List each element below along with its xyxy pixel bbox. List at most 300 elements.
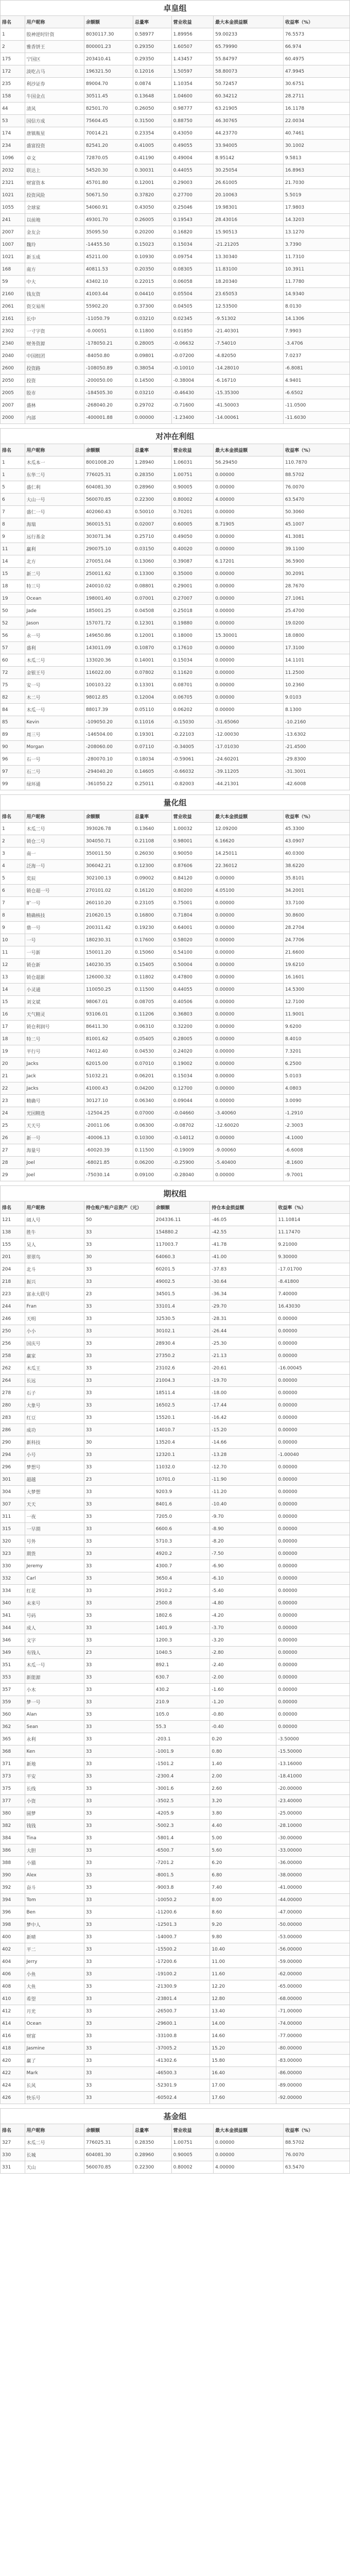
table-cell: 股神逆时针资 bbox=[25, 28, 84, 41]
table-cell: 快乐号 bbox=[25, 2092, 84, 2104]
table-cell: 50.72457 bbox=[214, 78, 284, 90]
table-cell: 0.00000 bbox=[276, 1634, 350, 1647]
table-cell: 魏玲 bbox=[25, 239, 84, 251]
table-cell: 33 bbox=[84, 1461, 154, 1473]
table-cell: 33 bbox=[84, 2042, 154, 2055]
table-cell: 0.19230 bbox=[133, 922, 171, 934]
table-cell: -39.11205 bbox=[214, 766, 284, 778]
table-row bbox=[1, 909, 350, 922]
column-header: 排名 bbox=[1, 16, 25, 28]
table-row bbox=[1, 2018, 350, 2030]
table-cell: 0.15034 bbox=[171, 1070, 213, 1082]
table-row bbox=[1, 1511, 350, 1523]
table-cell: 33 bbox=[84, 1585, 154, 1597]
table-cell: 6600.6 bbox=[154, 1523, 210, 1535]
table-cell: 33 bbox=[84, 1770, 154, 1783]
table-row bbox=[1, 1021, 350, 1033]
table-cell: 永一号 bbox=[25, 630, 84, 642]
table-cell: 天明 bbox=[25, 1313, 84, 1325]
table-cell: 19 bbox=[1, 592, 25, 605]
table-cell: 5.0103 bbox=[283, 1070, 349, 1082]
table-cell: 3.80 bbox=[210, 1807, 276, 1820]
table-cell: 木二号 bbox=[25, 691, 84, 704]
table-cell: 0.15034 bbox=[171, 654, 213, 667]
table-cell: 号码 bbox=[25, 1609, 84, 1622]
table-cell: -31.65060 bbox=[214, 716, 284, 728]
table-cell: -1.20 bbox=[210, 1696, 276, 1708]
table-row bbox=[1, 164, 350, 177]
table-row bbox=[1, 1795, 350, 1807]
table-cell: 341 bbox=[1, 1609, 25, 1622]
table-cell: 174 bbox=[1, 127, 25, 140]
table-header-row bbox=[1, 1201, 350, 1214]
table-cell: -83.00000 bbox=[276, 2055, 350, 2067]
table-row bbox=[1, 1906, 350, 1919]
table-cell: 1007 bbox=[1, 239, 25, 251]
table-cell: -0.59061 bbox=[171, 753, 213, 766]
table-row bbox=[1, 1498, 350, 1511]
table-row bbox=[1, 1807, 350, 1820]
table-cell: 盛仁一号 bbox=[25, 506, 84, 518]
table-cell: 365 bbox=[1, 1733, 25, 1745]
table-cell: 28 bbox=[1, 1157, 25, 1169]
table-cell: 76.0070 bbox=[283, 2149, 349, 2161]
table-cell: 33 bbox=[84, 1684, 154, 1696]
table-cell: 0.11620 bbox=[171, 667, 213, 679]
table-cell: 0.27700 bbox=[171, 189, 213, 201]
table-row bbox=[1, 2092, 350, 2104]
table-cell: 18.20340 bbox=[214, 276, 284, 288]
table-cell: Fran bbox=[25, 1300, 84, 1313]
table-cell: 赢利 bbox=[25, 543, 84, 555]
table-cell: 0.00000 bbox=[214, 996, 284, 1008]
table-cell: -4.82050 bbox=[214, 350, 284, 362]
table-cell: -1.2910 bbox=[283, 1107, 349, 1120]
table-cell: 2321 bbox=[1, 177, 25, 189]
table-cell: -10.40 bbox=[210, 1498, 276, 1511]
table-cell: 33 bbox=[84, 2079, 154, 2092]
table-cell: 198001.40 bbox=[84, 592, 133, 605]
table-cell: 15520.1 bbox=[154, 1412, 210, 1424]
table-cell: -60502.4 bbox=[154, 2092, 210, 2104]
table-cell: 93106.01 bbox=[84, 1008, 133, 1021]
table-cell: -16.00045 bbox=[276, 1362, 350, 1375]
table-cell: 0.23354 bbox=[133, 127, 171, 140]
table-cell: 2160 bbox=[1, 288, 25, 300]
table-cell: 钱友资 bbox=[25, 288, 84, 300]
table-cell: 12.7100 bbox=[283, 996, 349, 1008]
table-cell: 155 bbox=[1, 1239, 25, 1251]
table-cell: 0.00000 bbox=[276, 1659, 350, 1671]
table-cell: -38.00000 bbox=[276, 1869, 350, 1882]
column-header: 营业收益 bbox=[171, 16, 213, 28]
table-cell: 8.00 bbox=[210, 1894, 276, 1906]
table-cell: 98012.85 bbox=[84, 691, 133, 704]
table-cell: 75604.45 bbox=[84, 115, 133, 127]
table-cell: 资交易所 bbox=[25, 300, 84, 313]
table-cell: -33100.8 bbox=[154, 2030, 210, 2042]
table-cell: 2161 bbox=[1, 313, 25, 325]
table-cell: 金友会 bbox=[25, 226, 84, 239]
table-row bbox=[1, 90, 350, 103]
table-cell: 11 bbox=[1, 543, 25, 555]
table-cell: -6.6502 bbox=[283, 387, 349, 399]
table-cell: -294040.20 bbox=[84, 766, 133, 778]
table-cell: 盛利 bbox=[25, 642, 84, 654]
table-cell: -108050.89 bbox=[84, 362, 133, 375]
table-cell: 14010.7 bbox=[154, 1424, 210, 1436]
table-cell: 0.41005 bbox=[133, 140, 171, 152]
table-cell: 30.6751 bbox=[283, 78, 349, 90]
table-row bbox=[1, 835, 350, 848]
table-cell: 0.17610 bbox=[171, 642, 213, 654]
table-cell: -80.00000 bbox=[276, 2042, 350, 2055]
table-row bbox=[1, 1572, 350, 1585]
table-cell: 投资风险 bbox=[25, 189, 84, 201]
table-cell: -28.10000 bbox=[276, 1820, 350, 1832]
table-cell: 210.9 bbox=[154, 1696, 210, 1708]
table-cell: 70014.21 bbox=[84, 127, 133, 140]
table-cell: 0.04410 bbox=[133, 288, 171, 300]
table-cell: 1.60507 bbox=[171, 41, 213, 53]
table-cell: 33 bbox=[84, 1943, 154, 1956]
table-cell: 小鱼 bbox=[25, 1968, 84, 1980]
table-cell: 18511.4 bbox=[154, 1387, 210, 1399]
table-cell: 0.00000 bbox=[214, 1169, 284, 1181]
table-cell: 560070.85 bbox=[84, 494, 133, 506]
table-cell: -30.64 bbox=[210, 1276, 276, 1288]
table-cell: 0.00000 bbox=[276, 1375, 350, 1387]
table-row bbox=[1, 848, 350, 860]
table-row bbox=[1, 2030, 350, 2042]
table-row bbox=[1, 1449, 350, 1461]
table-cell: 0.35000 bbox=[171, 568, 213, 580]
table-cell: 联达上 bbox=[25, 164, 84, 177]
table-cell: -31.3001 bbox=[283, 766, 349, 778]
table-cell: 0.39087 bbox=[171, 555, 213, 568]
table-row bbox=[1, 605, 350, 617]
table-cell: 50671.50 bbox=[84, 189, 133, 201]
table-cell: -2.40 bbox=[210, 1659, 276, 1671]
table-cell: 全球家 bbox=[25, 201, 84, 214]
table-cell: 58.80073 bbox=[214, 65, 284, 78]
table-row bbox=[1, 28, 350, 41]
table-header-row bbox=[1, 444, 350, 456]
table-cell: 33 bbox=[84, 1609, 154, 1622]
table-cell: 28.43016 bbox=[214, 214, 284, 226]
table-cell: 长线 bbox=[25, 1783, 84, 1795]
table-row bbox=[1, 1770, 350, 1783]
table-cell: -15.20 bbox=[210, 1424, 276, 1436]
table-cell: 10701.0 bbox=[154, 1473, 210, 1486]
table-row bbox=[1, 1634, 350, 1647]
table-cell: 1401.9 bbox=[154, 1622, 210, 1634]
table-cell: 32530.5 bbox=[154, 1313, 210, 1325]
table-cell: -11.20 bbox=[210, 1486, 276, 1498]
table-cell: -4.1000 bbox=[283, 1132, 349, 1144]
table-cell: 阔人号 bbox=[25, 1214, 84, 1226]
table-cell: 0.75001 bbox=[171, 897, 213, 909]
table-row bbox=[1, 288, 350, 300]
table-cell: 卓文 bbox=[25, 152, 84, 164]
column-header: 用户昵称 bbox=[25, 810, 84, 823]
section-title: 期权组 bbox=[0, 1185, 350, 1201]
table-cell: 泛海一号 bbox=[25, 860, 84, 872]
table-cell: 201 bbox=[1, 1251, 25, 1263]
table-cell: 8.0130 bbox=[283, 300, 349, 313]
table-cell: 富永大联号 bbox=[25, 1288, 84, 1300]
ranking-table bbox=[0, 810, 350, 1181]
table-cell: -0.66032 bbox=[171, 766, 213, 778]
table-cell: 51032.21 bbox=[84, 1070, 133, 1082]
table-cell: -21300.9 bbox=[154, 1980, 210, 1993]
table-cell: 258 bbox=[1, 1350, 25, 1362]
table-cell: 0.58977 bbox=[133, 28, 171, 41]
table-cell: 淡吃占马 bbox=[25, 65, 84, 78]
table-cell: 377 bbox=[1, 1795, 25, 1807]
table-cell: -8.20 bbox=[210, 1535, 276, 1548]
column-header: 最大本金损益额 bbox=[214, 2124, 284, 2137]
table-cell: 33 bbox=[84, 1486, 154, 1498]
table-cell: 13.40 bbox=[210, 2005, 276, 2018]
table-cell: 7.9903 bbox=[283, 325, 349, 337]
table-cell: 0.11206 bbox=[133, 1008, 171, 1021]
column-header: 收益率（%） bbox=[283, 810, 349, 823]
table-cell: 15 bbox=[1, 568, 25, 580]
table-cell: 33 bbox=[84, 1968, 154, 1980]
table-cell: -9.51302 bbox=[214, 313, 284, 325]
table-cell: 33 bbox=[84, 1362, 154, 1375]
table-cell: 110050.25 bbox=[84, 984, 133, 996]
table-cell: -26.44 bbox=[210, 1325, 276, 1337]
table-cell: 0.14500 bbox=[133, 375, 171, 387]
table-cell: 18 bbox=[1, 1033, 25, 1045]
table-cell: 332 bbox=[1, 1572, 25, 1585]
table-cell: 323 bbox=[1, 1548, 25, 1560]
table-row bbox=[1, 226, 350, 239]
table-cell: 清风 bbox=[25, 103, 84, 115]
table-cell: 0.01850 bbox=[171, 325, 213, 337]
column-header: 总量率 bbox=[133, 810, 171, 823]
table-cell: 402060.43 bbox=[84, 506, 133, 518]
table-row bbox=[1, 53, 350, 65]
table-cell: 240010.02 bbox=[84, 580, 133, 592]
table-cell: 180230.31 bbox=[84, 934, 133, 946]
table-row bbox=[1, 1436, 350, 1449]
table-row bbox=[1, 1008, 350, 1021]
table-cell: 30127.10 bbox=[84, 1095, 133, 1107]
table-cell: -0.82003 bbox=[171, 778, 213, 790]
table-row bbox=[1, 946, 350, 959]
table-cell: 33 bbox=[84, 1535, 154, 1548]
table-cell: 50.3060 bbox=[283, 506, 349, 518]
table-cell: 424 bbox=[1, 2079, 25, 2092]
table-cell: 15.90513 bbox=[214, 226, 284, 239]
table-cell: 43402.10 bbox=[84, 276, 133, 288]
table-cell: 1.40 bbox=[210, 1758, 276, 1770]
table-cell: 8030117.30 bbox=[84, 28, 133, 41]
table-cell: 雅香饼王 bbox=[25, 41, 84, 53]
table-cell: 锁仓利润号 bbox=[25, 1021, 84, 1033]
table-cell: 422 bbox=[1, 2067, 25, 2079]
table-cell: 0.00000 bbox=[276, 1622, 350, 1634]
table-cell: 402 bbox=[1, 1943, 25, 1956]
table-cell: 0.05110 bbox=[133, 704, 171, 716]
table-cell: 121 bbox=[1, 1214, 25, 1226]
table-cell: 5 bbox=[1, 481, 25, 494]
table-cell: 石二号 bbox=[25, 766, 84, 778]
table-cell: 33 bbox=[84, 1671, 154, 1684]
table-cell: 16.40 bbox=[210, 2067, 276, 2079]
table-cell: 89 bbox=[1, 728, 25, 741]
table-cell: 0.00000 bbox=[214, 1045, 284, 1058]
table-cell: 11.7310 bbox=[283, 251, 349, 263]
table-cell: 0.04505 bbox=[171, 300, 213, 313]
table-cell: 0.00000 bbox=[214, 1132, 284, 1144]
table-cell: 33 bbox=[84, 1906, 154, 1919]
table-cell: -14000.7 bbox=[154, 1931, 210, 1943]
table-cell: 375 bbox=[1, 1783, 25, 1795]
table-row bbox=[1, 679, 350, 691]
table-cell: 光园精选 bbox=[25, 1107, 84, 1120]
table-cell: 0.06705 bbox=[171, 691, 213, 704]
table-cell: 0.07000 bbox=[133, 1107, 171, 1120]
table-cell: 33 bbox=[84, 2055, 154, 2067]
table-cell: 33 bbox=[84, 2092, 154, 2104]
table-cell: 北斗 bbox=[25, 1263, 84, 1276]
table-cell: 1 bbox=[1, 28, 25, 41]
table-cell: 380 bbox=[1, 1807, 25, 1820]
table-cell: 1021 bbox=[1, 251, 25, 263]
table-cell: 0.40506 bbox=[171, 996, 213, 1008]
table-row bbox=[1, 481, 350, 494]
table-cell: 23 bbox=[1, 1095, 25, 1107]
table-cell: 0.22015 bbox=[133, 276, 171, 288]
table-cell: 28.2711 bbox=[283, 90, 349, 103]
table-cell: 0.00000 bbox=[214, 592, 284, 605]
table-cell: 560070.85 bbox=[84, 2161, 133, 2174]
table-cell: 0.00000 bbox=[276, 1461, 350, 1473]
table-row bbox=[1, 543, 350, 555]
table-cell: -12.00030 bbox=[214, 728, 284, 741]
table-cell: 0.29350 bbox=[133, 41, 171, 53]
table-cell: 木瓜本一 bbox=[25, 456, 84, 469]
table-cell: 2600 bbox=[1, 362, 25, 375]
table-cell: -18.00 bbox=[210, 1387, 276, 1399]
table-cell: 0.25011 bbox=[133, 778, 171, 790]
table-cell: 82 bbox=[1, 691, 25, 704]
table-cell: 1 bbox=[1, 823, 25, 835]
table-cell: 28.2704 bbox=[283, 922, 349, 934]
table-cell: 21.7030 bbox=[283, 177, 349, 189]
table-cell: 梦中人 bbox=[25, 1919, 84, 1931]
table-cell: 牛国金点 bbox=[25, 90, 84, 103]
table-cell: -400001.88 bbox=[84, 412, 133, 424]
table-cell: 0.00000 bbox=[276, 1548, 350, 1560]
table-cell: 特三号 bbox=[25, 580, 84, 592]
table-cell: 97 bbox=[1, 766, 25, 778]
table-cell: 唐镇瓶星 bbox=[25, 127, 84, 140]
table-cell: -2.00 bbox=[210, 1671, 276, 1684]
table-cell: -20011.06 bbox=[84, 1120, 133, 1132]
table-cell: 331 bbox=[1, 2161, 25, 2174]
table-cell: -71.00000 bbox=[276, 2005, 350, 2018]
table-row bbox=[1, 1548, 350, 1560]
table-cell: 0.80002 bbox=[171, 2161, 213, 2174]
table-cell: -361050.22 bbox=[84, 778, 133, 790]
table-cell: 石子 bbox=[25, 1387, 84, 1399]
table-cell: 27 bbox=[1, 1144, 25, 1157]
table-cell: 33 bbox=[84, 1857, 154, 1869]
table-cell: 2 bbox=[1, 41, 25, 53]
table-cell: -42.6008 bbox=[283, 778, 349, 790]
table-cell: 0.00000 bbox=[276, 1399, 350, 1412]
table-cell: 414 bbox=[1, 2018, 25, 2030]
table-row bbox=[1, 704, 350, 716]
table-cell: -0.28040 bbox=[171, 1169, 213, 1181]
table-row bbox=[1, 753, 350, 766]
table-row bbox=[1, 1844, 350, 1857]
table-cell: -17200.6 bbox=[154, 1956, 210, 1968]
table-cell: 0.49055 bbox=[171, 140, 213, 152]
table-row bbox=[1, 1251, 350, 1263]
table-cell: 宁国区 bbox=[25, 53, 84, 65]
table-cell: 0.08305 bbox=[171, 263, 213, 276]
table-cell: 3 bbox=[1, 848, 25, 860]
table-cell: -1501.2 bbox=[154, 1758, 210, 1770]
table-row bbox=[1, 1239, 350, 1251]
table-cell: 0.00000 bbox=[276, 1535, 350, 1548]
table-cell: -52301.9 bbox=[154, 2079, 210, 2092]
column-header: 排名 bbox=[1, 444, 25, 456]
table-cell: -14.66 bbox=[210, 1436, 276, 1449]
table-cell: 0.00000 bbox=[276, 1313, 350, 1325]
table-cell: 0.07802 bbox=[133, 667, 171, 679]
table-cell: 期货 bbox=[25, 1548, 84, 1560]
table-cell: 776025.31 bbox=[84, 2137, 133, 2149]
table-row bbox=[1, 1609, 350, 1622]
table-cell: 长远 bbox=[25, 1375, 84, 1387]
column-header: 排名 bbox=[1, 2124, 25, 2137]
table-cell: 1.28940 bbox=[133, 456, 171, 469]
table-cell: -19.70 bbox=[210, 1375, 276, 1387]
table-cell: 安一号 bbox=[25, 679, 84, 691]
table-cell: 0.25710 bbox=[133, 531, 171, 543]
table-cell: 304050.71 bbox=[84, 835, 133, 848]
table-row bbox=[1, 1535, 350, 1548]
table-row bbox=[1, 667, 350, 679]
table-cell: 0.00000 bbox=[214, 984, 284, 996]
table-cell: 0.29350 bbox=[133, 53, 171, 65]
table-cell: 22.36012 bbox=[214, 860, 284, 872]
table-row bbox=[1, 766, 350, 778]
table-cell: 0.98777 bbox=[171, 103, 213, 115]
table-cell: 0.20350 bbox=[133, 263, 171, 276]
table-cell: 386 bbox=[1, 1844, 25, 1857]
table-cell: 33 bbox=[84, 1622, 154, 1634]
table-cell: 76.5573 bbox=[283, 28, 349, 41]
table-cell: 346 bbox=[1, 1634, 25, 1647]
table-cell: 27.1061 bbox=[283, 592, 349, 605]
table-cell: -56.00000 bbox=[276, 1943, 350, 1956]
table-cell: 2340 bbox=[1, 337, 25, 350]
table-cell: 33 bbox=[84, 1511, 154, 1523]
table-cell: 33 bbox=[84, 1560, 154, 1572]
table-cell: 33 bbox=[84, 1795, 154, 1807]
table-cell: 0.29001 bbox=[171, 580, 213, 592]
table-cell: 74012.40 bbox=[84, 1045, 133, 1058]
table-cell: 0.18034 bbox=[133, 753, 171, 766]
